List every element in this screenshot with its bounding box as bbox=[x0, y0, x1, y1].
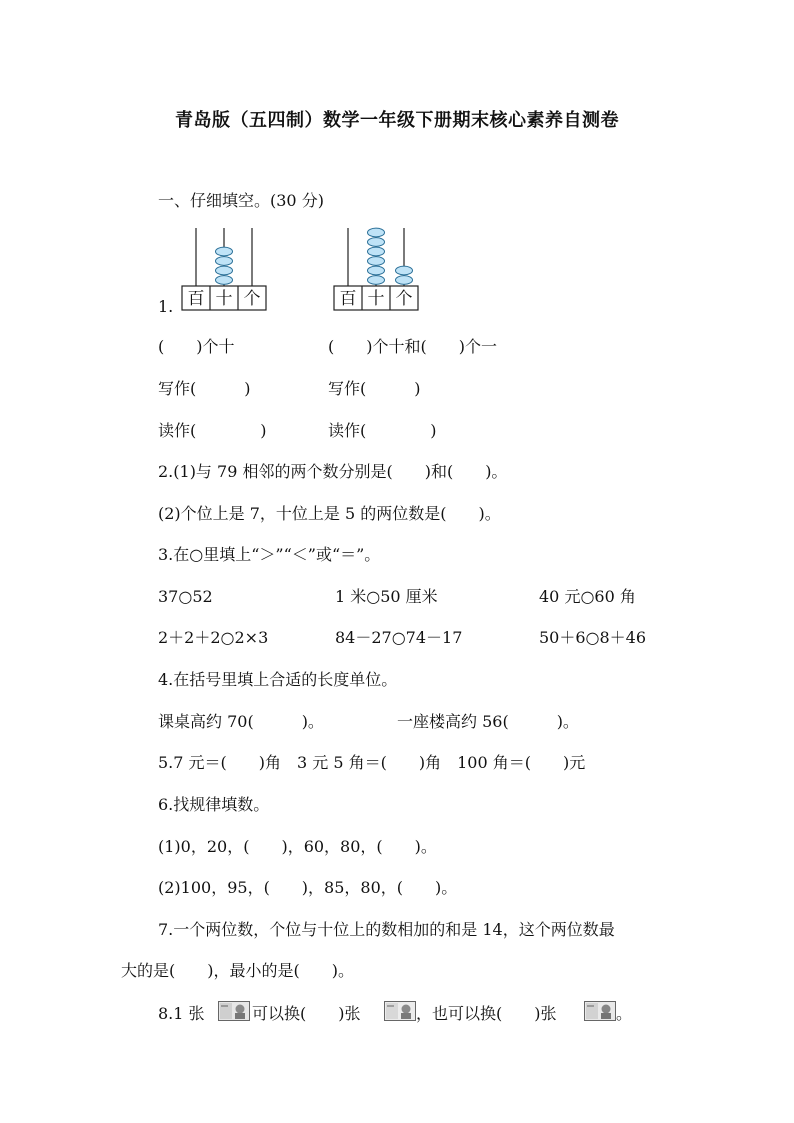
q8-part2: 可以换( )张 bbox=[252, 1004, 361, 1023]
q8-part3: ，也可以换( )张 bbox=[416, 1004, 557, 1023]
abacus-left-bead-tens bbox=[216, 257, 233, 266]
q1-number: 1. bbox=[158, 297, 174, 316]
abacus-left-bead-tens bbox=[216, 247, 233, 256]
abacus-right-bead-tens bbox=[368, 238, 385, 247]
q1-left-read: 读作( ) bbox=[158, 421, 267, 440]
q1-left-count: ( )个十 bbox=[158, 337, 235, 356]
abacus-right-bead-tens bbox=[368, 247, 385, 256]
q7-line1: 7.一个两位数，个位与十位上的数相加的和是 14，这个两位数最 bbox=[158, 920, 615, 939]
q3-prompt: 3.在○里填上“＞”“＜”或“＝”。 bbox=[158, 545, 381, 564]
abacus-right bbox=[332, 226, 420, 312]
q8-part4: 。 bbox=[616, 1004, 633, 1023]
q1-left-write: 写作( ) bbox=[158, 379, 251, 398]
q3-row2-item1: 2＋2＋2○2×3 bbox=[158, 628, 269, 647]
abacus-right-bead-tens bbox=[368, 228, 385, 237]
abacus-right-place-label-hundreds: 百 bbox=[339, 289, 357, 309]
q1-right-read: 读作( ) bbox=[328, 421, 437, 440]
q6-line2: (2)100，95，( )，85，80，( )。 bbox=[158, 878, 458, 897]
abacus-right-bead-ones bbox=[396, 276, 413, 285]
q3-row2-item2: 84－27○74－17 bbox=[335, 628, 463, 647]
banknote-icon bbox=[218, 1001, 250, 1021]
q5-line: 5.7 元＝( )角 3 元 5 角＝( )角 100 角＝( )元 bbox=[158, 753, 586, 772]
abacus-left-bead-tens bbox=[216, 266, 233, 275]
q3-row1-item1: 37○52 bbox=[158, 587, 213, 606]
q3-row2-item3: 50＋6○8＋46 bbox=[539, 628, 647, 647]
abacus-left-place-label-tens: 十 bbox=[215, 289, 233, 309]
abacus-right-bead-tens bbox=[368, 266, 385, 275]
banknote-icon bbox=[584, 1001, 616, 1021]
abacus-left-place-label-ones: 个 bbox=[243, 289, 261, 309]
q4-prompt: 4.在括号里填上合适的长度单位。 bbox=[158, 670, 398, 689]
abacus-right-place-label-tens: 十 bbox=[367, 289, 385, 309]
abacus-right-bead-tens bbox=[368, 276, 385, 285]
page-title: 青岛版（五四制）数学一年级下册期末核心素养自测卷 bbox=[175, 110, 619, 131]
q3-row1-item3: 40 元○60 角 bbox=[539, 587, 636, 606]
abacus-right-place-label-ones: 个 bbox=[395, 289, 413, 309]
q4-item1: 课桌高约 70( )。 bbox=[158, 712, 324, 731]
section-heading: 一、仔细填空。(30 分) bbox=[158, 191, 324, 210]
abacus-left-place-label-hundreds: 百 bbox=[187, 289, 205, 309]
q6-line1: (1)0，20，( )，60，80，( )。 bbox=[158, 837, 437, 856]
q1-right-count: ( )个十和( )个一 bbox=[328, 337, 497, 356]
q6-prompt: 6.找规律填数。 bbox=[158, 795, 270, 814]
q3-row1-item2: 1 米○50 厘米 bbox=[335, 587, 438, 606]
q8-part1: 8.1 张 bbox=[158, 1004, 205, 1023]
abacus-left bbox=[180, 226, 268, 312]
abacus-right-bead-tens bbox=[368, 257, 385, 266]
q2-line1: 2.(1)与 79 相邻的两个数分别是( )和( )。 bbox=[158, 462, 508, 481]
q2-line2: (2)个位上是 7，十位上是 5 的两位数是( )。 bbox=[158, 504, 501, 523]
q1-right-write: 写作( ) bbox=[328, 379, 421, 398]
q4-item2: 一座楼高约 56( )。 bbox=[397, 712, 579, 731]
q7-line2: 大的是( )，最小的是( )。 bbox=[121, 961, 354, 980]
banknote-icon bbox=[384, 1001, 416, 1021]
abacus-right-bead-ones bbox=[396, 266, 413, 275]
abacus-left-bead-tens bbox=[216, 276, 233, 285]
